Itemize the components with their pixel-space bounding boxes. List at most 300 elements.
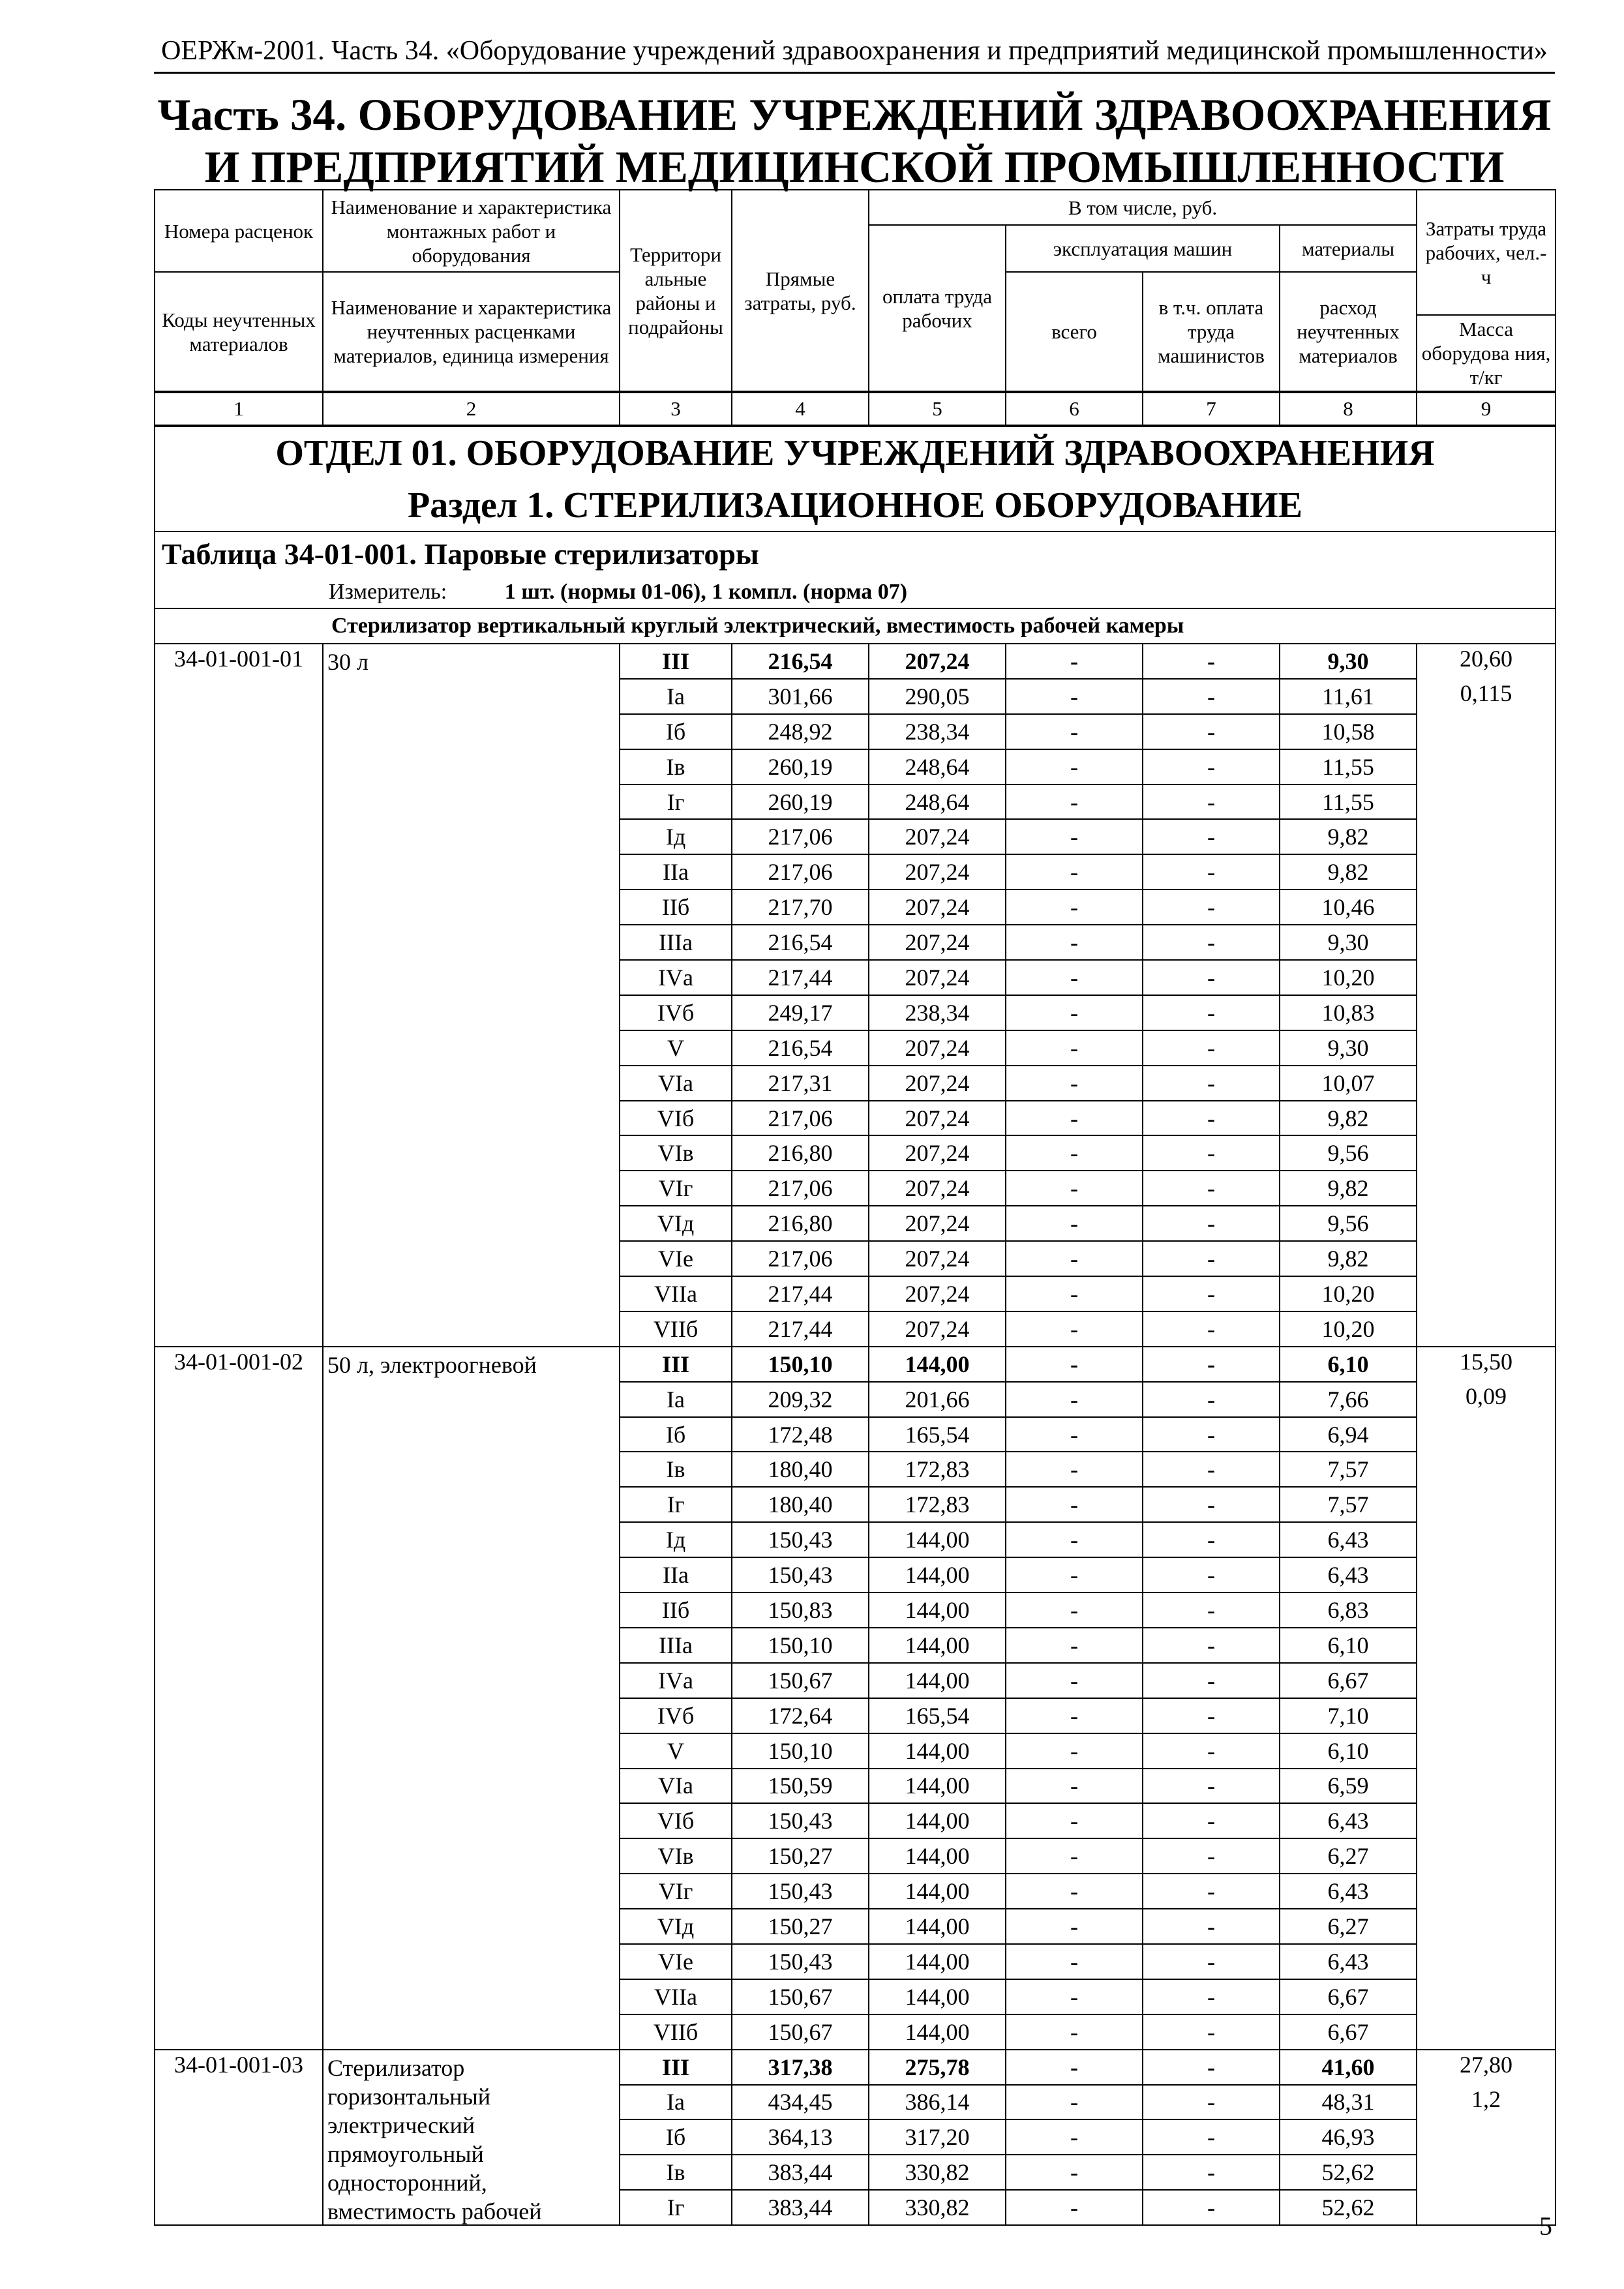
materials-cell: 10,46 xyxy=(1280,890,1417,925)
table-row xyxy=(155,1979,1556,2014)
materials-cell: 9,30 xyxy=(1280,925,1417,960)
rate-code-cell xyxy=(155,890,323,925)
direct-costs-cell: 150,83 xyxy=(732,1593,869,1628)
rate-code-cell xyxy=(155,1276,323,1311)
rate-code-cell xyxy=(155,2085,323,2120)
territory-cell: VIа xyxy=(620,1066,732,1101)
machinist-wages-cell: - xyxy=(1143,1803,1280,1838)
territory-cell: IIIа xyxy=(620,925,732,960)
wages-cell: 144,00 xyxy=(869,1874,1006,1909)
territory-cell: VIд xyxy=(620,1206,732,1241)
machines-total-cell: - xyxy=(1006,1417,1143,1452)
machinist-wages-cell: - xyxy=(1143,2190,1280,2225)
machines-total-cell: - xyxy=(1006,2050,1143,2085)
labor-mass-cell xyxy=(1417,714,1556,749)
labor-mass-cell xyxy=(1417,1311,1556,1347)
wages-cell: 207,24 xyxy=(869,1241,1006,1276)
rate-code-cell xyxy=(155,1557,323,1593)
territory-cell: Iа xyxy=(620,2085,732,2120)
territory-cell: IIа xyxy=(620,854,732,890)
machinist-wages-cell: - xyxy=(1143,1135,1280,1171)
table-row xyxy=(155,1135,1556,1171)
labor-mass-cell xyxy=(1417,1663,1556,1698)
work-name-text: 50 л, электроогневой xyxy=(327,1351,537,1378)
rate-code-cell xyxy=(155,1909,323,1944)
work-name-cell xyxy=(323,749,620,785)
table-row xyxy=(155,1347,1556,1382)
rate-code-cell xyxy=(155,1838,323,1874)
materials-cell: 6,43 xyxy=(1280,1522,1417,1557)
machinist-wages-cell: - xyxy=(1143,1944,1280,1979)
territory-cell: Iд xyxy=(620,1522,732,1557)
labor-mass-cell xyxy=(1417,1276,1556,1311)
machines-total-cell: - xyxy=(1006,1241,1143,1276)
table-row xyxy=(155,925,1556,960)
rate-code-cell xyxy=(155,1733,323,1769)
rate-code-cell xyxy=(155,854,323,890)
direct-costs-cell: 150,67 xyxy=(732,1979,869,2014)
machinist-wages-cell: - xyxy=(1143,1522,1280,1557)
page-number: 5 xyxy=(1539,2211,1552,2241)
direct-costs-cell: 150,10 xyxy=(732,1733,869,1769)
territory-cell: Iв xyxy=(620,749,732,785)
labor-mass-cell xyxy=(1417,1417,1556,1452)
territory-cell: VIIа xyxy=(620,1276,732,1311)
territory-cell: Iг xyxy=(620,1487,732,1522)
machinist-wages-cell: - xyxy=(1143,925,1280,960)
territory-cell: III xyxy=(620,1347,732,1382)
direct-costs-cell: 150,67 xyxy=(732,2014,869,2050)
wages-cell: 330,82 xyxy=(869,2155,1006,2190)
table-row xyxy=(155,1276,1556,1311)
rate-code-cell xyxy=(155,1417,323,1452)
section-title: Раздел 1. СТЕРИЛИЗАЦИОННОЕ ОБОРУДОВАНИЕ xyxy=(155,479,1556,531)
work-name-cell xyxy=(323,854,620,890)
wages-cell: 207,24 xyxy=(869,1206,1006,1241)
machinist-wages-cell: - xyxy=(1143,644,1280,679)
table-row xyxy=(155,1171,1556,1206)
direct-costs-cell: 150,43 xyxy=(732,1557,869,1593)
wages-cell: 144,00 xyxy=(869,1663,1006,1698)
work-name-cell xyxy=(323,785,620,820)
direct-costs-cell: 434,45 xyxy=(732,2085,869,2120)
column-number: 8 xyxy=(1280,392,1417,426)
rate-code-cell xyxy=(155,2190,323,2225)
rate-code-cell xyxy=(155,1382,323,1417)
work-name-cell xyxy=(323,1803,620,1838)
machinist-wages-cell: - xyxy=(1143,1276,1280,1311)
wages-cell: 207,24 xyxy=(869,925,1006,960)
direct-costs-cell: 217,06 xyxy=(732,1241,869,1276)
materials-cell: 48,31 xyxy=(1280,2085,1417,2120)
column-number: 6 xyxy=(1006,392,1143,426)
work-name-cell xyxy=(323,1944,620,1979)
work-name-cell xyxy=(323,1382,620,1417)
labor-mass-cell xyxy=(1417,2014,1556,2050)
header-territory: Территори альные районы и подрайоны xyxy=(620,190,732,392)
labor-mass-cell xyxy=(1417,1452,1556,1487)
materials-cell: 6,10 xyxy=(1280,1628,1417,1663)
direct-costs-cell: 260,19 xyxy=(732,785,869,820)
rate-code-cell xyxy=(155,1066,323,1101)
machinist-wages-cell: - xyxy=(1143,1874,1280,1909)
labor-mass-cell xyxy=(1417,785,1556,820)
materials-cell: 9,30 xyxy=(1280,644,1417,679)
work-name-cell xyxy=(323,1909,620,1944)
direct-costs-cell: 216,54 xyxy=(732,925,869,960)
table-row xyxy=(155,1487,1556,1522)
wages-cell: 207,24 xyxy=(869,1311,1006,1347)
labor-mass-cell xyxy=(1417,1101,1556,1136)
materials-cell: 9,82 xyxy=(1280,1241,1417,1276)
machinist-wages-cell: - xyxy=(1143,1311,1280,1347)
direct-costs-cell: 216,80 xyxy=(732,1206,869,1241)
machinist-wages-cell: - xyxy=(1143,1206,1280,1241)
machines-total-cell: - xyxy=(1006,1909,1143,1944)
labor-mass-cell: 0,115 xyxy=(1417,679,1556,714)
materials-cell: 7,57 xyxy=(1280,1452,1417,1487)
work-name-cell xyxy=(323,890,620,925)
rate-code-cell xyxy=(155,1769,323,1804)
rate-code-cell xyxy=(155,714,323,749)
direct-costs-cell: 217,44 xyxy=(732,1276,869,1311)
rate-code-cell: 34-01-001-03 xyxy=(155,2050,323,2085)
work-name-cell xyxy=(323,1206,620,1241)
materials-cell: 6,67 xyxy=(1280,2014,1417,2050)
machines-total-cell: - xyxy=(1006,714,1143,749)
part-title-line2: И ПРЕДПРИЯТИЙ МЕДИЦИНСКОЙ ПРОМЫШЛЕННОСТИ xyxy=(204,142,1505,192)
rate-code-cell xyxy=(155,1628,323,1663)
header-material-names: Наименование и характеристика неучтенных расценками материалов, единица измерения xyxy=(323,272,620,392)
wages-cell: 386,14 xyxy=(869,2085,1006,2120)
direct-costs-cell: 180,40 xyxy=(732,1487,869,1522)
territory-cell: IVб xyxy=(620,995,732,1030)
machines-total-cell: - xyxy=(1006,785,1143,820)
column-number: 2 xyxy=(323,392,620,426)
header-wages: оплата труда рабочих xyxy=(869,225,1006,392)
materials-cell: 11,61 xyxy=(1280,679,1417,714)
table-row xyxy=(155,1417,1556,1452)
machinist-wages-cell: - xyxy=(1143,714,1280,749)
direct-costs-cell: 216,54 xyxy=(732,1030,869,1066)
wages-cell: 165,54 xyxy=(869,1417,1006,1452)
machines-total-cell: - xyxy=(1006,1135,1143,1171)
direct-costs-cell: 150,43 xyxy=(732,1874,869,1909)
header-material-codes: Коды неучтенных материалов xyxy=(155,272,323,392)
machines-total-cell: - xyxy=(1006,1769,1143,1804)
work-name-cell xyxy=(323,960,620,995)
rate-code-cell xyxy=(155,2014,323,2050)
machines-total-cell: - xyxy=(1006,1874,1143,1909)
materials-cell: 10,58 xyxy=(1280,714,1417,749)
materials-cell: 52,62 xyxy=(1280,2155,1417,2190)
labor-mass-cell: 15,50 xyxy=(1417,1347,1556,1382)
materials-cell: 6,10 xyxy=(1280,1347,1417,1382)
rate-code-cell xyxy=(155,1206,323,1241)
direct-costs-cell: 150,67 xyxy=(732,1663,869,1698)
territory-cell: Iг xyxy=(620,2190,732,2225)
territory-cell: IIб xyxy=(620,890,732,925)
machinist-wages-cell: - xyxy=(1143,1030,1280,1066)
rate-code-cell xyxy=(155,960,323,995)
labor-mass-cell xyxy=(1417,1838,1556,1874)
materials-cell: 6,43 xyxy=(1280,1803,1417,1838)
rate-code-cell: 34-01-001-02 xyxy=(155,1347,323,1382)
territory-cell: VIIб xyxy=(620,1311,732,1347)
machines-total-cell: - xyxy=(1006,890,1143,925)
territory-cell: VIг xyxy=(620,1874,732,1909)
work-name-cell xyxy=(323,1487,620,1522)
wages-cell: 238,34 xyxy=(869,714,1006,749)
wages-cell: 165,54 xyxy=(869,1698,1006,1733)
table-row xyxy=(155,1593,1556,1628)
rate-code-cell xyxy=(155,2155,323,2190)
direct-costs-cell: 260,19 xyxy=(732,749,869,785)
rate-code-cell xyxy=(155,679,323,714)
labor-mass-cell xyxy=(1417,1487,1556,1522)
labor-mass-cell xyxy=(1417,1522,1556,1557)
machines-total-cell: - xyxy=(1006,819,1143,854)
direct-costs-cell: 172,48 xyxy=(732,1417,869,1452)
machinist-wages-cell: - xyxy=(1143,890,1280,925)
machinist-wages-cell: - xyxy=(1143,854,1280,890)
work-name-cell xyxy=(323,819,620,854)
machinist-wages-cell: - xyxy=(1143,1171,1280,1206)
table-row xyxy=(155,1382,1556,1417)
labor-mass-cell xyxy=(1417,1733,1556,1769)
machines-total-cell: - xyxy=(1006,679,1143,714)
territory-cell: IVа xyxy=(620,960,732,995)
machines-total-cell: - xyxy=(1006,1522,1143,1557)
materials-cell: 9,82 xyxy=(1280,1171,1417,1206)
wages-cell: 144,00 xyxy=(869,1593,1006,1628)
table-row xyxy=(155,1311,1556,1347)
machines-total-cell: - xyxy=(1006,1452,1143,1487)
table-row xyxy=(155,1206,1556,1241)
wages-cell: 144,00 xyxy=(869,1557,1006,1593)
table-row xyxy=(155,1803,1556,1838)
work-name-cell xyxy=(323,1874,620,1909)
machines-total-cell: - xyxy=(1006,749,1143,785)
machines-total-cell: - xyxy=(1006,925,1143,960)
machinist-wages-cell: - xyxy=(1143,819,1280,854)
territory-cell: Iа xyxy=(620,679,732,714)
wages-cell: 144,00 xyxy=(869,1979,1006,2014)
labor-mass-cell: 1,2 xyxy=(1417,2085,1556,2120)
territory-cell: IVа xyxy=(620,1663,732,1698)
wages-cell: 317,20 xyxy=(869,2119,1006,2155)
work-name-cell xyxy=(323,2050,620,2224)
header-direct-costs: Прямые затраты, руб. xyxy=(732,190,869,392)
territory-cell: IIIа xyxy=(620,1628,732,1663)
wages-cell: 201,66 xyxy=(869,1382,1006,1417)
wages-cell: 207,24 xyxy=(869,1135,1006,1171)
labor-mass-cell xyxy=(1417,1909,1556,1944)
machines-total-cell: - xyxy=(1006,1382,1143,1417)
wages-cell: 144,00 xyxy=(869,1769,1006,1804)
machines-total-cell: - xyxy=(1006,1347,1143,1382)
wages-cell: 144,00 xyxy=(869,1733,1006,1769)
materials-cell: 6,67 xyxy=(1280,1663,1417,1698)
machinist-wages-cell: - xyxy=(1143,1593,1280,1628)
rate-code-cell xyxy=(155,2119,323,2155)
materials-cell: 6,43 xyxy=(1280,1874,1417,1909)
table-row xyxy=(155,2014,1556,2050)
work-name-cell xyxy=(323,1276,620,1311)
rate-code-cell xyxy=(155,1663,323,1698)
wages-cell: 207,24 xyxy=(869,644,1006,679)
work-name-cell xyxy=(323,1838,620,1874)
direct-costs-cell: 216,80 xyxy=(732,1135,869,1171)
wages-cell: 144,00 xyxy=(869,1628,1006,1663)
direct-costs-cell: 150,10 xyxy=(732,1347,869,1382)
labor-mass-cell xyxy=(1417,819,1556,854)
table-row xyxy=(155,1698,1556,1733)
machines-total-cell: - xyxy=(1006,1663,1143,1698)
machines-total-cell: - xyxy=(1006,644,1143,679)
part-title-line1: Часть 34. ОБОРУДОВАНИЕ УЧРЕЖДЕНИЙ ЗДРАВООХРАНЕНИЯ xyxy=(157,90,1552,140)
territory-cell: IIа xyxy=(620,1557,732,1593)
materials-cell: 6,94 xyxy=(1280,1417,1417,1452)
machines-total-cell: - xyxy=(1006,1733,1143,1769)
wages-cell: 144,00 xyxy=(869,1944,1006,1979)
territory-cell: III xyxy=(620,2050,732,2085)
wages-cell: 207,24 xyxy=(869,960,1006,995)
territory-cell: VIIб xyxy=(620,2014,732,2050)
rate-code-cell xyxy=(155,785,323,820)
work-name-cell xyxy=(323,1522,620,1557)
direct-costs-cell: 217,44 xyxy=(732,1311,869,1347)
work-name-cell xyxy=(323,1066,620,1101)
table-row xyxy=(155,854,1556,890)
rate-code-cell xyxy=(155,1698,323,1733)
rate-code-cell xyxy=(155,1593,323,1628)
rate-code-cell xyxy=(155,1944,323,1979)
table-row xyxy=(155,1241,1556,1276)
territory-cell: Iб xyxy=(620,2119,732,2155)
header-including: В том числе, руб. xyxy=(869,190,1417,225)
territory-cell: Iв xyxy=(620,1452,732,1487)
machinist-wages-cell: - xyxy=(1143,1628,1280,1663)
materials-cell: 7,66 xyxy=(1280,1382,1417,1417)
materials-cell: 6,67 xyxy=(1280,1979,1417,2014)
table-row xyxy=(155,1452,1556,1487)
table-row xyxy=(155,1838,1556,1874)
machinist-wages-cell: - xyxy=(1143,1663,1280,1698)
labor-mass-cell xyxy=(1417,854,1556,890)
materials-cell: 11,55 xyxy=(1280,749,1417,785)
territory-cell: VIг xyxy=(620,1171,732,1206)
labor-mass-cell xyxy=(1417,1698,1556,1733)
table-title: Таблица 34-01-001. Паровые стерилизаторы xyxy=(155,531,1556,576)
territory-cell: VIе xyxy=(620,1944,732,1979)
machinist-wages-cell: - xyxy=(1143,749,1280,785)
materials-cell: 10,20 xyxy=(1280,1276,1417,1311)
direct-costs-cell: 217,06 xyxy=(732,1171,869,1206)
machines-total-cell: - xyxy=(1006,1838,1143,1874)
labor-mass-cell xyxy=(1417,1979,1556,2014)
work-name-cell xyxy=(323,1171,620,1206)
rate-code-cell: 34-01-001-01 xyxy=(155,644,323,679)
machinist-wages-cell: - xyxy=(1143,1733,1280,1769)
labor-mass-cell xyxy=(1417,1171,1556,1206)
machines-total-cell: - xyxy=(1006,2085,1143,2120)
labor-mass-cell xyxy=(1417,1593,1556,1628)
wages-cell: 207,24 xyxy=(869,1276,1006,1311)
machinist-wages-cell: - xyxy=(1143,1909,1280,1944)
measure-line xyxy=(155,576,1556,608)
machinist-wages-cell: - xyxy=(1143,2155,1280,2190)
materials-cell: 9,56 xyxy=(1280,1135,1417,1171)
column-number: 9 xyxy=(1417,392,1556,426)
work-name-cell xyxy=(323,1979,620,2014)
materials-cell: 9,30 xyxy=(1280,1030,1417,1066)
machines-total-cell: - xyxy=(1006,2119,1143,2155)
machinist-wages-cell: - xyxy=(1143,1066,1280,1101)
table-row xyxy=(155,1030,1556,1066)
rate-code-cell xyxy=(155,1101,323,1136)
column-number: 5 xyxy=(869,392,1006,426)
rate-code-cell xyxy=(155,1311,323,1347)
rate-code-cell xyxy=(155,995,323,1030)
machinist-wages-cell: - xyxy=(1143,1838,1280,1874)
materials-cell: 6,10 xyxy=(1280,1733,1417,1769)
rate-code-cell xyxy=(155,1522,323,1557)
labor-mass-cell xyxy=(1417,1769,1556,1804)
machines-total-cell: - xyxy=(1006,1944,1143,1979)
labor-mass-cell xyxy=(1417,1874,1556,1909)
rate-code-cell xyxy=(155,1241,323,1276)
column-number: 7 xyxy=(1143,392,1280,426)
labor-mass-cell xyxy=(1417,2155,1556,2190)
wages-cell: 207,24 xyxy=(869,854,1006,890)
table-row xyxy=(155,1733,1556,1769)
work-name-cell xyxy=(323,1311,620,1347)
work-name-cell xyxy=(323,1593,620,1628)
machines-total-cell: - xyxy=(1006,1101,1143,1136)
rate-code-cell xyxy=(155,1135,323,1171)
labor-mass-cell xyxy=(1417,1803,1556,1838)
wages-cell: 144,00 xyxy=(869,1838,1006,1874)
territory-cell: V xyxy=(620,1733,732,1769)
header-material-consumption: расход неучтенных материалов xyxy=(1280,272,1417,392)
direct-costs-cell: 180,40 xyxy=(732,1452,869,1487)
machines-total-cell: - xyxy=(1006,1557,1143,1593)
header-equipment-mass: Масса оборудова ния, т/кг xyxy=(1417,315,1556,392)
machinist-wages-cell: - xyxy=(1143,960,1280,995)
direct-costs-cell: 150,43 xyxy=(732,1522,869,1557)
territory-cell: VIв xyxy=(620,1135,732,1171)
measure-value: 1 шт. (нормы 01-06), 1 компл. (норма 07) xyxy=(504,579,908,604)
direct-costs-cell: 150,59 xyxy=(732,1769,869,1804)
direct-costs-cell: 217,06 xyxy=(732,854,869,890)
wages-cell: 144,00 xyxy=(869,1803,1006,1838)
materials-cell: 9,56 xyxy=(1280,1206,1417,1241)
direct-costs-cell: 217,31 xyxy=(732,1066,869,1101)
column-number: 4 xyxy=(732,392,869,426)
table-row xyxy=(155,749,1556,785)
work-name-cell xyxy=(323,644,620,679)
rate-code-cell xyxy=(155,1030,323,1066)
header-rule xyxy=(154,72,1555,74)
table-row xyxy=(155,995,1556,1030)
territory-cell: VIб xyxy=(620,1803,732,1838)
column-numbers-row xyxy=(155,392,1556,426)
territory-cell: Iб xyxy=(620,1417,732,1452)
work-name-cell xyxy=(323,679,620,714)
direct-costs-cell: 249,17 xyxy=(732,995,869,1030)
territory-cell: VIб xyxy=(620,1101,732,1136)
